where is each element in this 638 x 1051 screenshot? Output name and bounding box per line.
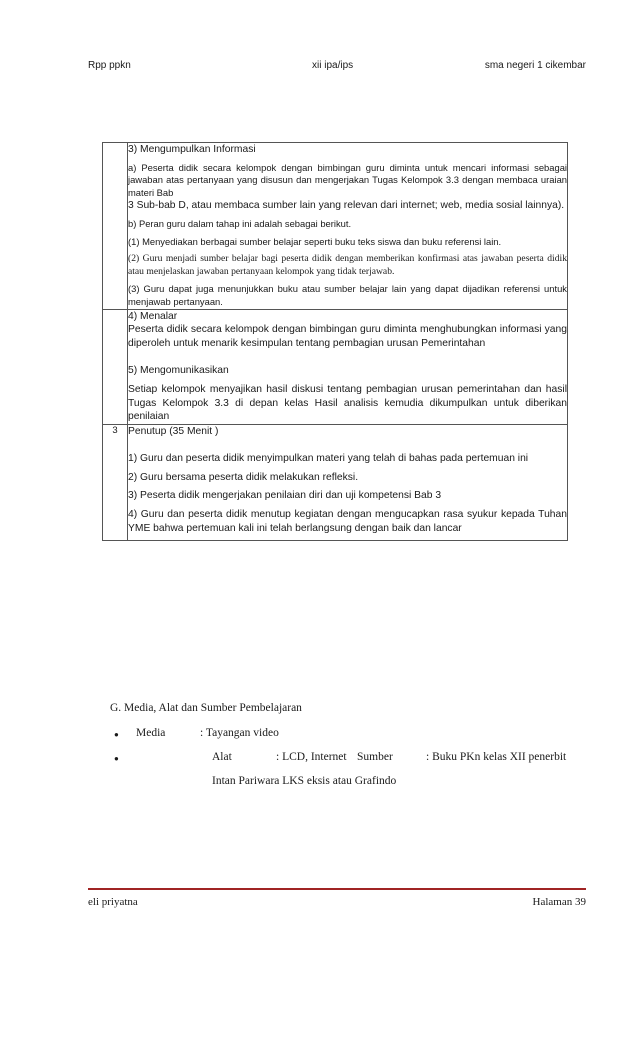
paragraph-b: b) Peran guru dalam tahap ini adalah sebagai berikut. (128, 217, 352, 229)
row-content (128, 424, 568, 541)
paragraph-a-continued: 3 Sub-bab D, atau membaca sumber lain yang relevan dari internet; web, media sosial lainnya). (128, 200, 565, 212)
header-right: sma negeri 1 cikembar (484, 60, 586, 71)
paragraph-b3: (3) Guru dapat juga menunjukkan buku atau sumber belajar lain yang dapat dijadikan referensi untuk menjawab pertanyaan. (128, 283, 567, 307)
table-row (103, 143, 568, 310)
media-value: : Tayangan video (200, 727, 279, 739)
footer-author: eli priyatna (88, 896, 138, 908)
penutup-point-1: 1) Guru dan peserta didik menyimpulkan materi yang telah di bahas pada pertemuan ini (128, 453, 529, 465)
row-content (128, 143, 568, 310)
penutup-point-3: 3) Peserta didik mengerjakan penilaian diri dan uji kompetensi Bab 3 (128, 490, 442, 502)
paragraph-b2: (2) Guru menjadi sumber belajar bagi peserta didik dengan memberikan konfirmasi atas jawaban peserta didik atau menjelaskan jawaban pertanyaan kelompok yang tidak terjawab. (128, 253, 567, 277)
media-label: Media (136, 727, 166, 739)
row-number (103, 309, 128, 424)
table-row (103, 424, 568, 541)
alat-label: Alat (212, 751, 232, 763)
sumber-value: : Buku PKn kelas XII penerbit (426, 751, 567, 763)
bullet-icon: ● (114, 754, 119, 763)
media-heading: G. Media, Alat dan Sumber Pembelajaran (110, 702, 302, 714)
menalar-title: 4) Menalar (128, 310, 178, 322)
penutup-point-4: 4) Guru dan peserta didik menutup kegiatan dengan mengucapkan rasa syukur kepada Tuhan YME bahwa pertemuan kali ini telah berlangsung dengan baik dan lancar (128, 509, 567, 534)
penutup-point-2: 2) Guru bersama peserta didik melakukan refleksi. (128, 471, 359, 483)
paragraph-a: a) Peserta didik secara kelompok dengan bimbingan guru diminta untuk mencari informasi sebagai jawaban atas pertanyaan yang disusun dan mengerjakan Tugas Kelompok 3.3 dengan membaca uraian materi Bab (128, 161, 567, 198)
table-row (103, 309, 568, 424)
penutup-title: Penutup (35 Menit ) (128, 425, 219, 437)
header-left: Rpp ppkn (88, 60, 131, 71)
footer-page-number: Halaman 39 (532, 896, 586, 908)
alat-value: : LCD, Internet (276, 751, 347, 763)
menalar-text: Peserta didik secara kelompok dengan bimbingan guru diminta menghubungkan informasi yang diperoleh untuk menarik kesimpulan tentang pembagian urusan Pemerintahan (128, 324, 567, 349)
sumber-label: Sumber (357, 751, 393, 763)
bullet-icon: ● (114, 730, 119, 739)
activity-table (102, 142, 568, 541)
komunikasi-title: 5) Mengomunikasikan (128, 365, 229, 377)
page-header (88, 60, 586, 76)
row-content (128, 309, 568, 424)
header-center: xii ipa/ips (312, 60, 354, 71)
paragraph-b1: (1) Menyediakan berbagai sumber belajar seperti buku teks siswa dan buku referensi lain. (128, 235, 502, 247)
footer-divider (88, 888, 586, 890)
section-heading: 3) Mengumpulkan Informasi (128, 144, 256, 155)
komunikasi-text: Setiap kelompok menyajikan hasil diskusi tentang pembagian urusan pemerintahan dan hasil Tugas Kelompok 3.3 di depan kelas Hasil analisis kemudia dikumpulkan untuk diberikan penilaian (128, 383, 567, 423)
row-number (103, 143, 128, 310)
row-number: 3 (103, 424, 128, 541)
sumber-continued: Intan Pariwara LKS eksis atau Grafindo (212, 775, 397, 787)
